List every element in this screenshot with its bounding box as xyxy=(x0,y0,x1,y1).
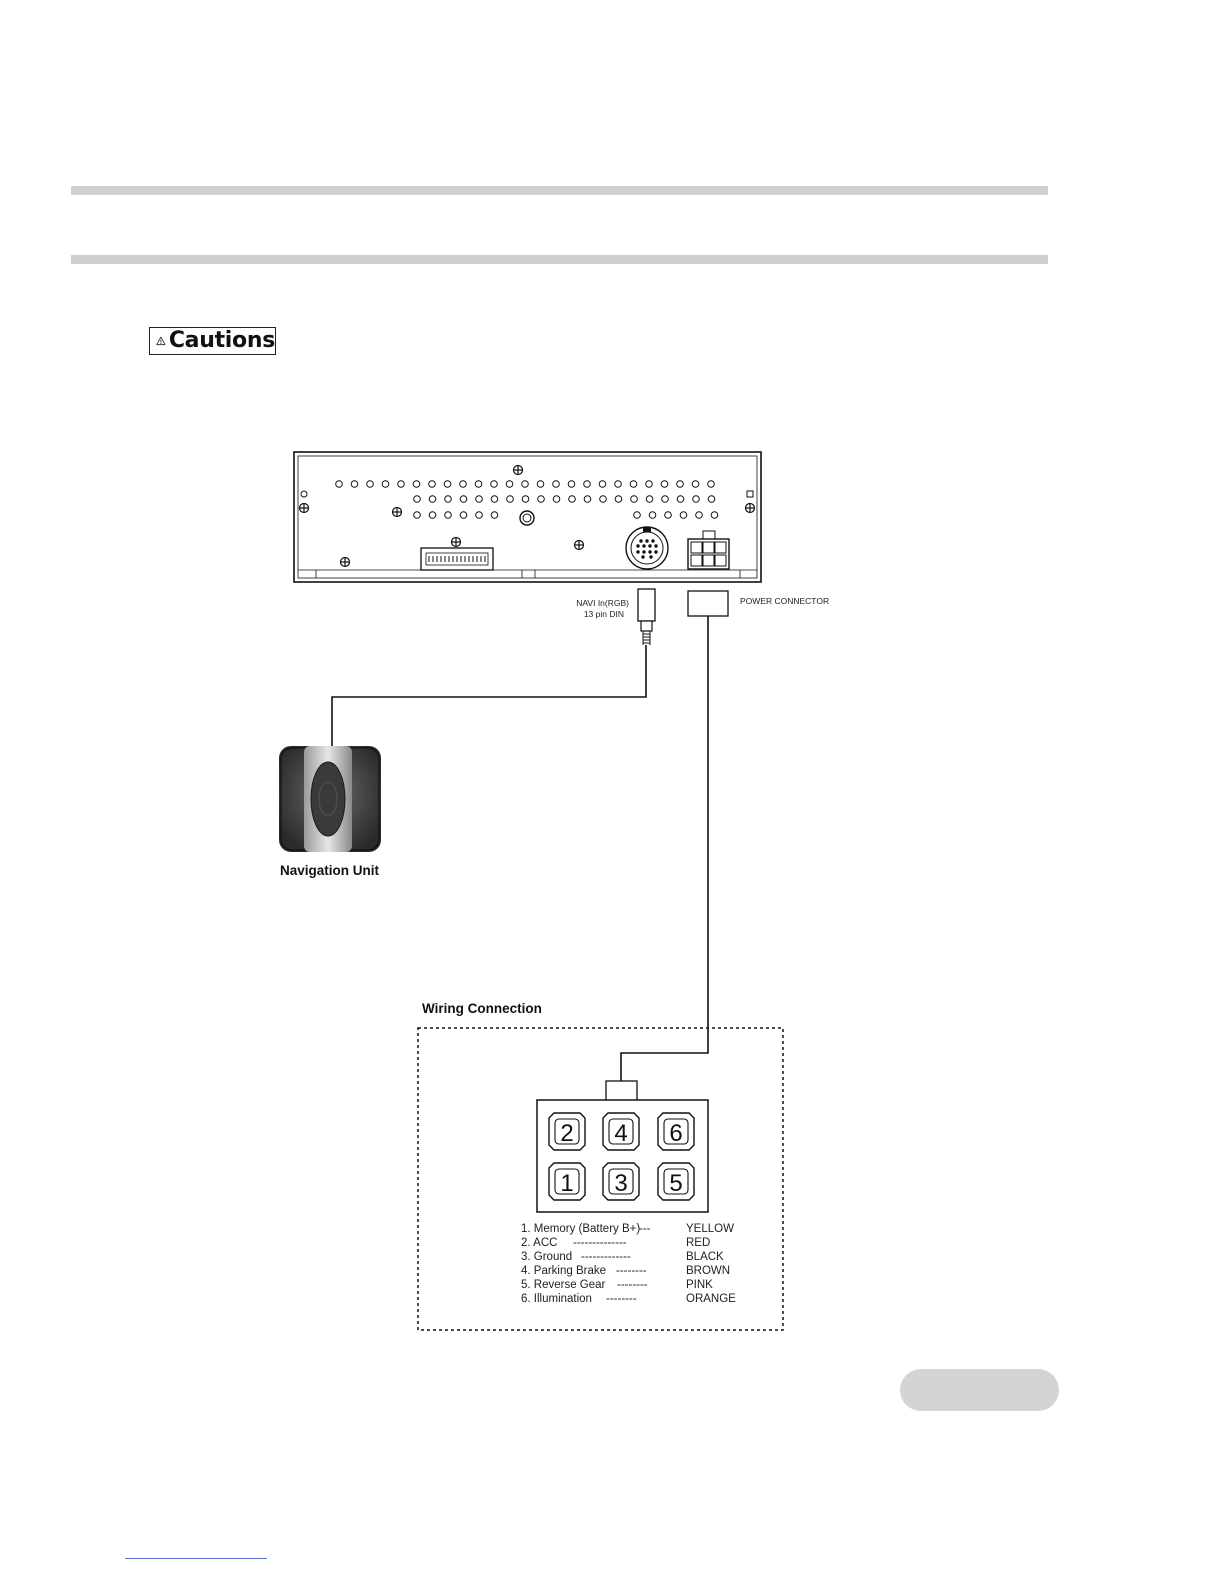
screw-icon xyxy=(452,538,461,547)
legend-dashes: -------- xyxy=(616,1265,647,1277)
screw-icon xyxy=(746,504,755,513)
screw-icon xyxy=(300,504,309,513)
navi-connector-label-line1: NAVI In(RGB) xyxy=(576,598,629,608)
pin-number: 1 xyxy=(560,1170,574,1197)
legend-wire-color: RED xyxy=(686,1237,711,1249)
navi-connector-label-line2: 13 pin DIN xyxy=(583,609,624,619)
legend-wire-color: BLACK xyxy=(686,1251,724,1263)
legend-dashes: ------------- xyxy=(581,1251,631,1263)
footer-link-underline xyxy=(125,1558,267,1559)
pin-number: 5 xyxy=(669,1170,683,1197)
page-number-pill xyxy=(900,1369,1059,1411)
legend-wire-name: 2. ACC xyxy=(521,1237,558,1249)
legend-dashes: -------- xyxy=(606,1293,637,1305)
legend-dashes: -------------- xyxy=(573,1237,627,1249)
pin-number: 3 xyxy=(614,1170,628,1197)
head-unit-rear-panel xyxy=(294,452,761,582)
wire-color-legend xyxy=(521,1223,736,1305)
legend-wire-name: 5. Reverse Gear xyxy=(521,1279,606,1291)
legend-wire-name: 3. Ground xyxy=(521,1251,573,1263)
screw-icon xyxy=(393,508,402,517)
legend-wire-color: ORANGE xyxy=(686,1293,736,1305)
legend-wire-name: 4. Parking Brake xyxy=(521,1265,607,1277)
navigation-unit-label: Navigation Unit xyxy=(280,863,380,878)
pin-number: 2 xyxy=(560,1120,574,1147)
pin-number: 4 xyxy=(614,1120,628,1147)
legend-wire-name: 6. Illumination xyxy=(521,1293,592,1305)
wiring-connection-title: Wiring Connection xyxy=(422,1001,542,1016)
screw-icon xyxy=(514,466,523,475)
legend-dashes: --- xyxy=(639,1223,651,1235)
pin-number: 6 xyxy=(669,1120,683,1147)
legend-dashes: -------- xyxy=(617,1279,648,1291)
legend-wire-color: PINK xyxy=(686,1279,713,1291)
power-cable xyxy=(621,591,728,1081)
legend-wire-name: 1. Memory (Battery B+) xyxy=(521,1223,641,1235)
power-connector-label: POWER CONNECTOR xyxy=(740,596,830,606)
navigation-unit-image xyxy=(279,746,381,852)
cautions-label: Cautions xyxy=(168,328,275,353)
navi-din-socket xyxy=(626,527,668,569)
legend-wire-color: YELLOW xyxy=(686,1223,734,1235)
screw-icon xyxy=(575,541,584,550)
ribbon-connector xyxy=(421,548,493,570)
legend-wire-color: BROWN xyxy=(686,1265,731,1277)
six-pin-connector xyxy=(537,1081,708,1212)
screw-icon xyxy=(341,558,350,567)
